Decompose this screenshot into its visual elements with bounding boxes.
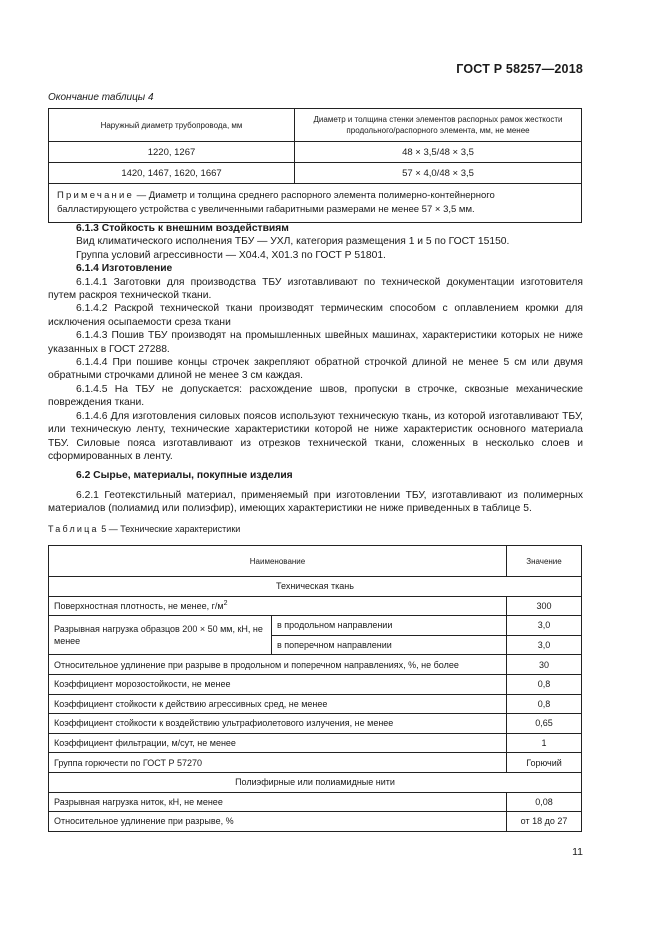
table-4 xyxy=(48,108,582,223)
table-row xyxy=(49,812,582,832)
paragraph: 6.1.4.6 Для изготовления силовых поясов используют техническую ткань, из которой изготавливают ТБУ, или техническую ленту, технические характеристики которой не ниже характеристик основного материала ТБУ. Силовые пояса изготавливают из отрезков технической ткани, сложенных в несколько слоев и сформированных в ленту. xyxy=(48,410,583,462)
table4-diameter-cell: 1220, 1267 xyxy=(49,142,295,163)
paragraph: Вид климатического исполнения ТБУ — УХЛ, категория размещения 1 и 5 по ГОСТ 15150. xyxy=(76,236,510,248)
body-text xyxy=(48,222,583,516)
table5-name-cell: Поверхностная плотность, не менее, $г/м^2$ xyxy=(49,596,507,616)
table5-value-cell: Горючий xyxy=(507,753,582,773)
note-label: Примечание xyxy=(57,190,134,201)
table5-value-cell: от 18 до 27 xyxy=(507,812,582,832)
section-6-1-4-title: 6.1.4 Изготовление xyxy=(76,263,173,275)
table4-note xyxy=(49,184,582,223)
table5-group-header: Техническая ткань xyxy=(49,577,582,597)
paragraph: 6.1.4.3 Пошив ТБУ производят на промышленных швейных машинах, характеристики которых не ниже указанных в ГОСТ 27288. xyxy=(48,330,583,355)
table5-name-cell: Разрывная нагрузка образцов 200 × 50 мм, кН, не менее xyxy=(49,616,272,655)
table5-value-cell: 0,08 xyxy=(507,792,582,812)
table5-name-header: Наименование xyxy=(49,546,507,577)
table5-value-cell: 300 xyxy=(507,596,582,616)
note-text: — Диаметр и толщина среднего распорного элемента полимерно-контейнерного балластирующего устройства с увеличенными габаритными размерами не менее 57 × 3,5 мм. xyxy=(57,190,495,215)
table-row xyxy=(49,714,582,734)
table5-name-cell: Относительное удлинение при разрыве, % xyxy=(49,812,507,832)
table5-value-cell: 0,65 xyxy=(507,714,582,734)
table5-subname-cell: в продольном направлении xyxy=(272,616,507,636)
table5-value-cell: 0,8 xyxy=(507,694,582,714)
table-5 xyxy=(48,545,582,832)
table4-size-cell: 57 × 4,0/48 × 3,5 xyxy=(295,163,582,184)
table5-name-cell: Коэффициент стойкости к воздействию ультрафиолетового излучения, не менее xyxy=(49,714,507,734)
table5-value-cell: 3,0 xyxy=(507,635,582,655)
table5-value-cell: 3,0 xyxy=(507,616,582,636)
table5-value-header: Значение xyxy=(507,546,582,577)
paragraph: 6.1.4.5 На ТБУ не допускается: расхождение швов, пропуски в строчке, сквозные механические повреждения ткани. xyxy=(48,383,583,409)
paragraph: Группа условий агрессивности — Х04.4, Х01.3 по ГОСТ Р 51801. xyxy=(76,249,386,261)
table-continuation-caption: Окончание таблицы 4 xyxy=(48,92,154,103)
table-row xyxy=(49,163,582,184)
paragraph: 6.1.4.1 Заготовки для производства ТБУ изготавливают по технической документации изготовителя путем раскроя технической ткани. xyxy=(48,276,583,302)
table5-group-header: Полиэфирные или полиамидные нити xyxy=(49,772,582,792)
table-row xyxy=(49,655,582,675)
table-row xyxy=(49,674,582,694)
table5-value-cell: 1 xyxy=(507,733,582,753)
section-6-2-title: 6.2 Сырье, материалы, покупные изделия xyxy=(76,470,293,482)
table5-name-cell: Разрывная нагрузка ниток, кН, не менее xyxy=(49,792,507,812)
table4-size-cell: 48 × 3,5/48 × 3,5 xyxy=(295,142,582,163)
table-row xyxy=(49,616,582,636)
table-row xyxy=(49,753,582,773)
table4-diameter-cell: 1420, 1467, 1620, 1667 xyxy=(49,163,295,184)
table5-name-cell: Коэффициент морозостойкости, не менее xyxy=(49,674,507,694)
table5-value-cell: 0,8 xyxy=(507,674,582,694)
table5-name-cell: Коэффициент стойкости к действию агрессивных сред, не менее xyxy=(49,694,507,714)
document-id: ГОСТ Р 58257—2018 xyxy=(456,62,583,76)
table5-subname-cell: в поперечном направлении xyxy=(272,635,507,655)
table-row xyxy=(49,596,582,616)
table-row xyxy=(49,792,582,812)
table-caption-text: 5 — Технические характеристики xyxy=(98,524,241,534)
table5-name-cell: Коэффициент фильтрации, м/сут, не менее xyxy=(49,733,507,753)
page-number: 11 xyxy=(572,846,583,858)
paragraph: 6.2.1 Геотекстильный материал, применяемый при изготовлении ТБУ, изготавливают из полимерных материалов (полиамид или полиэфир), имеющих характеристики не ниже приведенных в таблице 5. xyxy=(48,489,583,515)
table-caption-label: Таблица xyxy=(48,524,99,534)
table5-name-cell: Относительное удлинение при разрыве в продольном и поперечном направлениях, %, не более xyxy=(49,655,507,675)
table5-name-cell: Группа горючести по ГОСТ Р 57270 xyxy=(49,753,507,773)
paragraph: 6.1.4.4 При пошиве концы строчек закрепляют обратной строчкой длиной не менее 5 см или двумя обратными строчками длиной не менее 3 см каждая. xyxy=(48,357,583,382)
table4-col2-header: Диаметр и толщина стенки элементов распорных рамок жесткости продольного/распорного элемента, мм, не менее xyxy=(295,109,582,142)
table4-col1-header: Наружный диаметр трубопровода, мм xyxy=(49,109,295,142)
table5-value-cell: 30 xyxy=(507,655,582,675)
table-row xyxy=(49,694,582,714)
table-row xyxy=(49,142,582,163)
table-5-caption xyxy=(48,524,240,534)
paragraph: 6.1.4.2 Раскрой технической ткани производят термическим способом с оплавлением кромки для исключения осыпаемости среза ткани xyxy=(48,303,583,328)
table-row xyxy=(49,733,582,753)
section-6-1-3-title: 6.1.3 Стойкость к внешним воздействиям xyxy=(76,223,289,234)
